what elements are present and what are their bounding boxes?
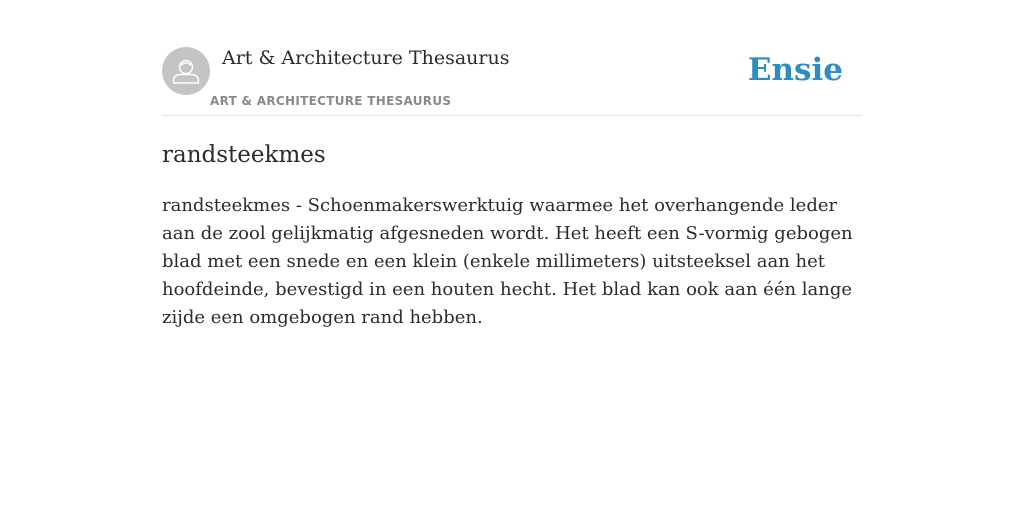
entry-page: [162, 0, 862, 512]
author-name[interactable]: Art & Architecture Thesaurus: [222, 47, 510, 69]
brand-logo[interactable]: Ensie: [747, 52, 843, 88]
user-silhouette-icon: [162, 47, 210, 95]
entry-title: randsteekmes: [162, 142, 326, 168]
entry-header: [162, 0, 862, 116]
entry-definition: randsteekmes - Schoenmakerswerktuig waarmee het overhangende leder aan de zool gelijkmatig afgesneden wordt. Het heeft een S-vormig gebogen blad met een snede en een klein (enkele millimeters) uitsteeksel aan het hoofdeinde, bevestigd in een houten hecht. Het blad kan ook aan één lange zijde een omgebogen rand hebben.: [162, 195, 853, 328]
author-avatar[interactable]: [162, 47, 210, 95]
category-label[interactable]: ART & ARCHITECTURE THESAURUS: [210, 94, 452, 108]
